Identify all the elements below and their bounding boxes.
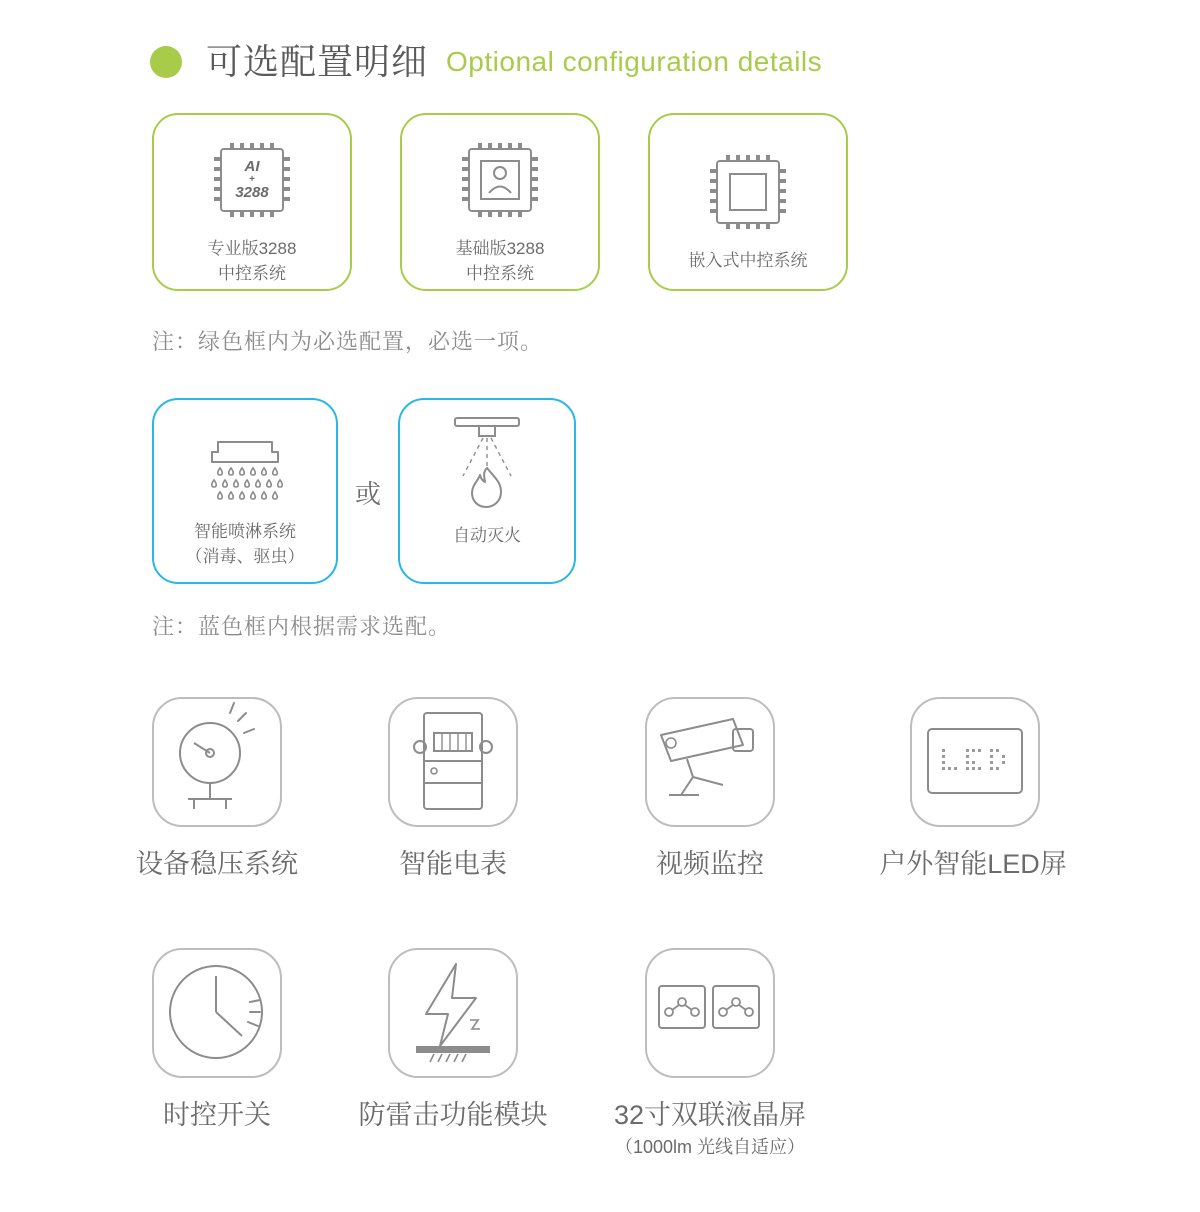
lightning-protection-icon <box>390 950 516 1076</box>
accessory-label-timer-switch: 时控开关 <box>163 1100 271 1130</box>
page-header <box>150 41 823 82</box>
required-card-2-caption <box>456 237 545 286</box>
chip-ai-label <box>209 141 295 219</box>
caption-line-1: 嵌入式中控系统 <box>688 251 808 270</box>
accessory-tile-led-screen[interactable] <box>910 697 1040 827</box>
required-option-card-1[interactable] <box>152 113 352 291</box>
accessory-label-lightning-protection: 防雷击功能模块 <box>358 1100 548 1130</box>
caption-line-1: 自动灭火 <box>453 526 521 545</box>
caption-line-2: 中控系统 <box>217 263 286 283</box>
chip-ai-3288-icon <box>209 141 295 219</box>
spray-system-icon <box>190 422 300 508</box>
accessory-label-dual-lcd: 32寸双联液晶屏 <box>613 1100 807 1130</box>
bullet-dot-icon <box>150 46 182 78</box>
accessory-tile-voltage-stabilizer[interactable] <box>152 697 282 827</box>
page-title: 可选配置明细 <box>206 41 429 82</box>
accessory-tile-dual-lcd[interactable] <box>645 948 775 1078</box>
required-card-1-caption <box>208 237 297 286</box>
page-subtitle: Optional configuration details <box>446 46 823 77</box>
optional-card-spray[interactable] <box>152 398 338 584</box>
chip-person-icon <box>457 141 543 219</box>
accessory-label-led-screen: 户外智能LED屏 <box>879 849 1067 879</box>
accessory-sublabel-dual-lcd: （1000lm 光线自适应） <box>614 1137 806 1157</box>
caption-line-1: 基础版3288 <box>455 239 545 258</box>
required-note: 注：绿色框内为必选配置，必选一项。 <box>152 329 544 354</box>
caption-line-2: （消毒、驱虫） <box>185 546 305 566</box>
accessory-tile-smart-meter[interactable] <box>388 697 518 827</box>
required-option-card-2[interactable] <box>400 113 600 291</box>
timer-switch-icon <box>154 950 280 1076</box>
voltage-stabilizer-icon <box>154 699 280 825</box>
chip-label-plus: + <box>249 173 255 185</box>
fire-extinguish-icon <box>427 410 547 530</box>
caption-line-1: 专业版3288 <box>207 239 297 258</box>
optional-note: 注：蓝色框内根据需求选配。 <box>152 614 452 639</box>
cctv-camera-icon <box>647 699 773 825</box>
accessory-tile-lightning-protection[interactable] <box>388 948 518 1078</box>
chip-label-bottom: 3288 <box>235 184 269 202</box>
accessory-label-cctv: 视频监控 <box>656 849 764 879</box>
accessory-label-voltage-stabilizer: 设备稳压系统 <box>136 849 298 879</box>
caption-line-1: 智能喷淋系统 <box>194 522 296 541</box>
dual-lcd-screen-icon <box>647 950 773 1076</box>
led-screen-icon <box>912 699 1038 825</box>
or-label: 或 <box>355 479 382 509</box>
optional-card-fire-caption <box>453 524 521 549</box>
optional-card-spray-caption <box>186 520 305 569</box>
accessory-label-smart-meter: 智能电表 <box>399 849 507 879</box>
accessory-tile-cctv[interactable] <box>645 697 775 827</box>
optional-card-fire[interactable] <box>398 398 576 584</box>
chip-label-top: AI <box>244 158 260 175</box>
required-card-3-caption <box>689 249 808 274</box>
smart-meter-icon <box>390 699 516 825</box>
required-option-card-3[interactable] <box>648 113 848 291</box>
accessory-tile-timer-switch[interactable] <box>152 948 282 1078</box>
caption-line-2: 中控系统 <box>465 263 534 283</box>
chip-embedded-icon <box>705 153 791 231</box>
